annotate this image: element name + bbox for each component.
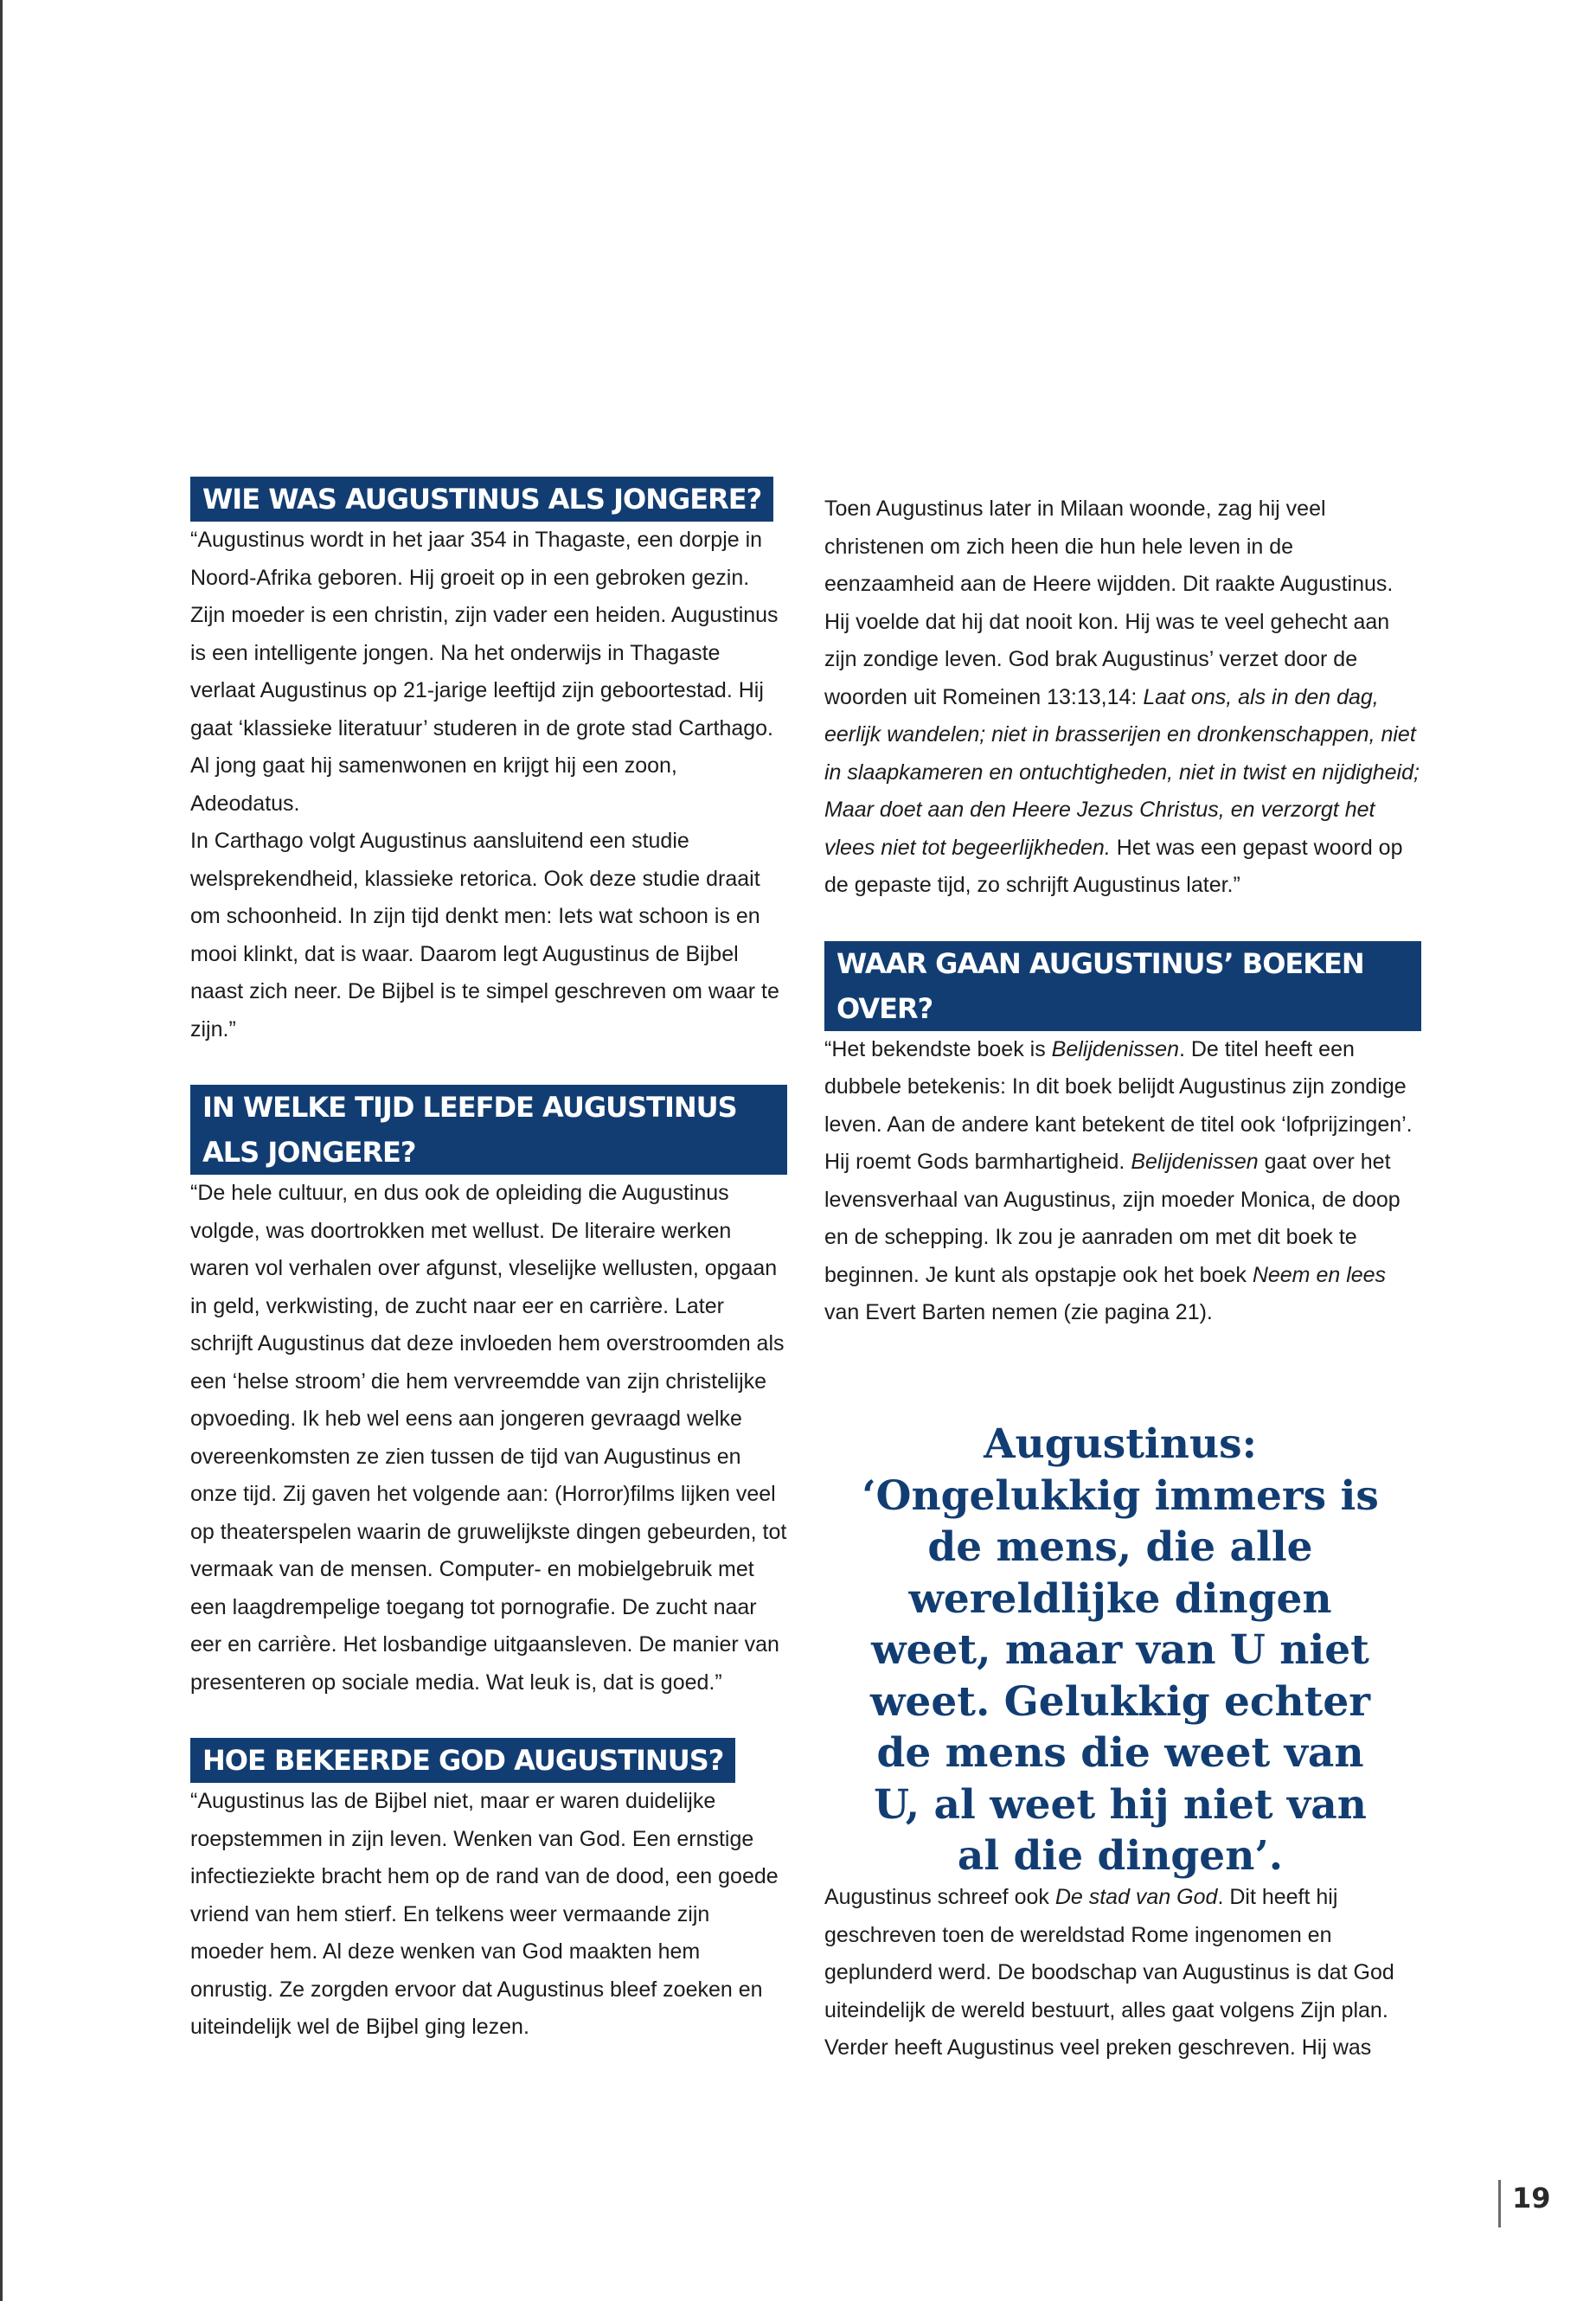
paragraph-stad-van-god [824, 1879, 1421, 2029]
boeken-text-a: “Het bekendste boek is [824, 1036, 1052, 1061]
boeken-text-b: . De titel heeft een dubbele betekenis: In dit boek belijdt Augustinus zijn zondige leven. Aan de andere kant betekent de titel ook ‘lofprijzingen’. Hij roemt Gods barmhartigheid. [824, 1036, 1413, 1174]
section-heading-wie-was: WIE WAS AUGUSTINUS ALS JONGERE? [190, 477, 773, 522]
paragraph-cultuur: “De hele cultuur, en dus ook de opleiding die Augustinus volgde, was doortrokken met wellust. De literaire werken waren vol verhalen over afgunst, vleselijke wellusten, opgaan in geld, verkwisting, de zucht naar eer en carrière. Later schrijft Augustinus dat deze invloeden hem overstroomden als een ‘helse stroom’ die hem vervreemdde van zijn christelijke opvoeding. Ik heb wel eens aan jongeren gevraagd welke overeenkomsten ze zien tussen de tijd van Augustinus en onze tijd. Zij gaven het volgende aan: (Horror)films lijken veel op theaterspelen waarin de gruwelijkste dingen gebeurden, tot vermaak van de mensen. Computer- en mobielgebruik met een laagdrempelige toegang tot pornografie. De zucht naar eer en carrière. Het losbandige uitgaansleven. De manier van presenteren op sociale media. Wat leuk is, dat is goed.” [190, 1181, 787, 1695]
boektitel-stad-van-god: De stad van God [1054, 1885, 1218, 1909]
page-number-bar [1498, 2180, 1501, 2227]
paragraph-milaan [824, 490, 1421, 905]
milaan-slot: Het was een gepast woord op de gepaste tijd, zo schrijft Augustinus later.” [824, 835, 1403, 897]
page-edge-line [0, 0, 3, 2301]
pull-quote: Augustinus: ‘Ongelukkig immers is de mens, die alle wereldlijke dingen weet, maar van U niet weet. Gelukkig echter de mens die weet van U, al weet hij niet van al die dingen’. [862, 1420, 1379, 1880]
boektitel-belijdenissen: Belijdenissen [1051, 1036, 1179, 1061]
right-column [824, 490, 1421, 1332]
section-heading-welke-tijd: IN WELKE TIJD LEEFDE AUGUSTINUS ALS JONGERE? [190, 1085, 787, 1175]
paragraph-preken: Verder heeft Augustinus veel preken geschreven. Hij was [824, 2035, 1372, 2060]
section-heading-boeken: WAAR GAAN AUGUSTINUS’ BOEKEN OVER? [824, 941, 1421, 1031]
stad-text-b: . Dit heeft hij geschreven toen de wereldstad Rome ingenomen en geplunderd werd. De boodschap van Augustinus is dat God uiteindelijk de wereld bestuurt, alles gaat volgens Zijn plan. [824, 1885, 1394, 2022]
page-number: 19 [1512, 2182, 1551, 2214]
right-column-bottom [824, 1879, 1421, 2067]
boektitel-neem-en-lees: Neem en lees [1252, 1262, 1387, 1287]
paragraph-jeugd: “Augustinus wordt in het jaar 354 in Thagaste, een dorpje in Noord-Afrika geboren. Hij groeit op in een gebroken gezin. Zijn moeder is een christin, zijn vader een heiden. Augustinus is een intelligente jongen. Na het onderwijs in Thagaste verlaat Augustinus op 21-jarige leeftijd zijn geboortestad. Hij gaat ‘klassieke literatuur’ studeren in de grote stad Carthago. Al jong gaat hij samenwonen en krijgt hij een zoon, Adeodatus. [190, 528, 779, 816]
left-column [190, 477, 787, 2047]
paragraph-boeken [824, 1031, 1421, 1332]
stad-text-a: Augustinus schreef ook [824, 1885, 1055, 1909]
paragraph-roepstemmen: “Augustinus las de Bijbel niet, maar er waren duidelijke roepstemmen in zijn leven. Wenken van God. Een ernstige infectieziekte bracht hem op de rand van de dood, een goede vriend van hem stierf. En telkens weer vermaande zijn moeder hem. Al deze wenken van God maakten hem onrustig. Ze zorgden ervoor dat Augustinus bleef zoeken en uiteindelijk wel de Bijbel ging lezen. [190, 1789, 779, 2039]
paragraph-carthago: In Carthago volgt Augustinus aansluitend een studie welsprekendheid, klassieke retorica. Ook deze studie draait om schoonheid. In zijn tijd denkt men: Iets wat schoon is en mooi klinkt, dat is waar. Daarom legt Augustinus de Bijbel naast zich neer. De Bijbel is te simpel geschreven om waar te zijn.” [190, 829, 779, 1042]
boeken-text-d: van Evert Barten nemen (zie pagina 21). [824, 1300, 1213, 1324]
section-heading-bekering: HOE BEKEERDE GOD AUGUSTINUS? [190, 1738, 735, 1783]
boeken-text-c: gaat over het levensverhaal van Augustinus, zijn moeder Monica, de doop en de schepping. Ik zou je aanraden om met dit boek te beginnen. Je kunt als opstapje ook het boek [824, 1150, 1401, 1287]
romeinen-citaat: Laat ons, als in den dag, eerlijk wandelen; niet in brasserijen en dronkenschappen, niet in slaapkameren en ontuchtigheden, niet in twist en nijdigheid; Maar doet aan den Heere Jezus Christus, en verzorgt het vlees niet tot begeerlijkheden. [824, 684, 1420, 860]
milaan-text: Toen Augustinus later in Milaan woonde, zag hij veel christenen om zich heen die hun hele leven in de eenzaamheid aan de Heere wijdden. Dit raakte Augustinus. Hij voelde dat hij dat nooit kon. Hij was te veel gehecht aan zijn zondige leven. God brak Augustinus’ verzet door de woorden uit Romeinen 13:13,14: [824, 497, 1394, 709]
boektitel-belijdenissen-2: Belijdenissen [1131, 1150, 1259, 1174]
